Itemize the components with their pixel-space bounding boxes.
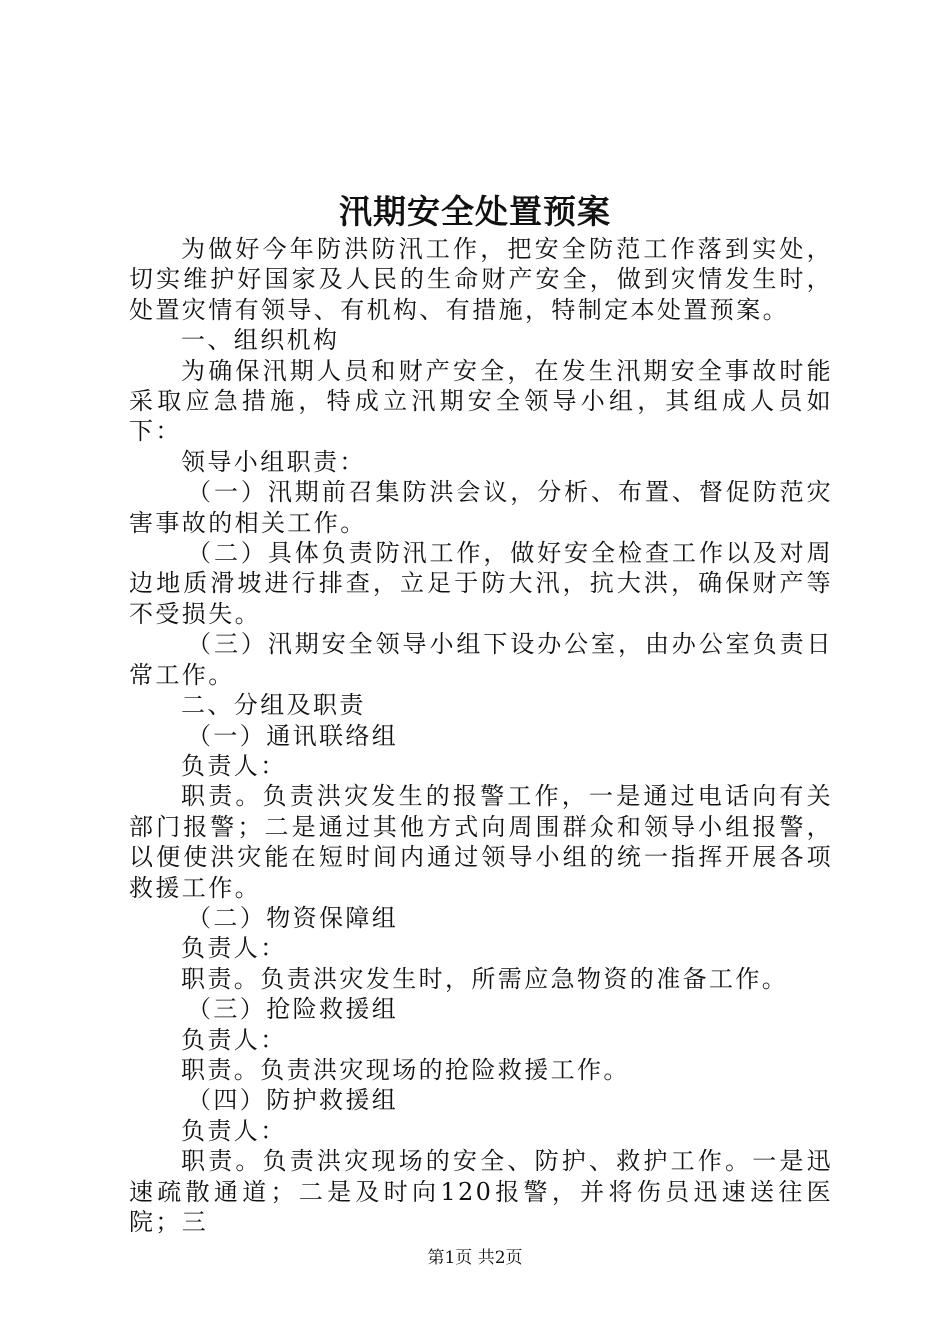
- paragraph-organization: 为确保汛期人员和财产安全，在发生汛期安全事故时能采取应急措施，特成立汛期安全领导小组，其组成人员如下：: [129, 356, 833, 446]
- paragraph-rescue-duty: 职责。负责洪灾现场的抢险救援工作。: [181, 1055, 630, 1084]
- paragraph-intro: 为做好今年防洪防汛工作，把安全防范工作落到实处，切实维护好国家及人民的生命财产安全，做到灾情发生时，处置灾情有领导、有机构、有措施，特制定本处置预案。: [129, 235, 833, 324]
- section-heading-groups: 二、分组及职责: [181, 691, 366, 720]
- paragraph-communication-duty: 职责。负责洪灾发生的报警工作，一是通过电话向有关部门报警；二是通过其他方式向周围群众和领导小组报警，以便使洪灾能在短时间内通过领导小组的统一指挥开展各项救援工作。: [129, 782, 833, 902]
- group-heading-supplies: （二）物资保障组: [187, 903, 399, 932]
- document-title: 汛期安全处置预案: [339, 192, 611, 231]
- group-heading-protection: （四）防护救援组: [187, 1086, 399, 1115]
- responsible-person-line: 负责人：: [181, 1025, 287, 1054]
- responsible-person-line: 负责人：: [181, 1116, 287, 1145]
- group-heading-communication: （一）通讯联络组: [187, 721, 399, 750]
- document-body: [129, 234, 833, 1237]
- section-heading-organization: 一、组织机构: [181, 326, 340, 355]
- paragraph-supplies-duty: 职责。负责洪灾发生时，所需应急物资的准备工作。: [181, 964, 789, 993]
- subheading-leadership-duties: 领导小组职责：: [181, 447, 366, 476]
- responsible-person-line: 负责人：: [181, 934, 287, 963]
- paragraph-protection-duty: 职责。负责洪灾现场的安全、防护、救护工作。一是迅速疏散通道；二是及时向120报警，并将伤员迅速送往医院；三: [129, 1147, 833, 1236]
- page-number-footer: 第1页 共2页: [427, 1248, 523, 1268]
- paragraph-duty-3: （三）汛期安全领导小组下设办公室，由办公室负责日常工作。: [129, 630, 833, 689]
- group-heading-rescue: （三）抢险救援组: [187, 995, 399, 1024]
- paragraph-duty-2: （二）具体负责防汛工作，做好安全检查工作以及对周边地质滑坡进行排查，立足于防大汛，抗大洪，确保财产等不受损失。: [129, 539, 833, 628]
- responsible-person-line: 负责人：: [181, 751, 287, 780]
- paragraph-duty-1: （一）汛期前召集防洪会议，分析、布置、督促防范灾害事故的相关工作。: [129, 478, 833, 537]
